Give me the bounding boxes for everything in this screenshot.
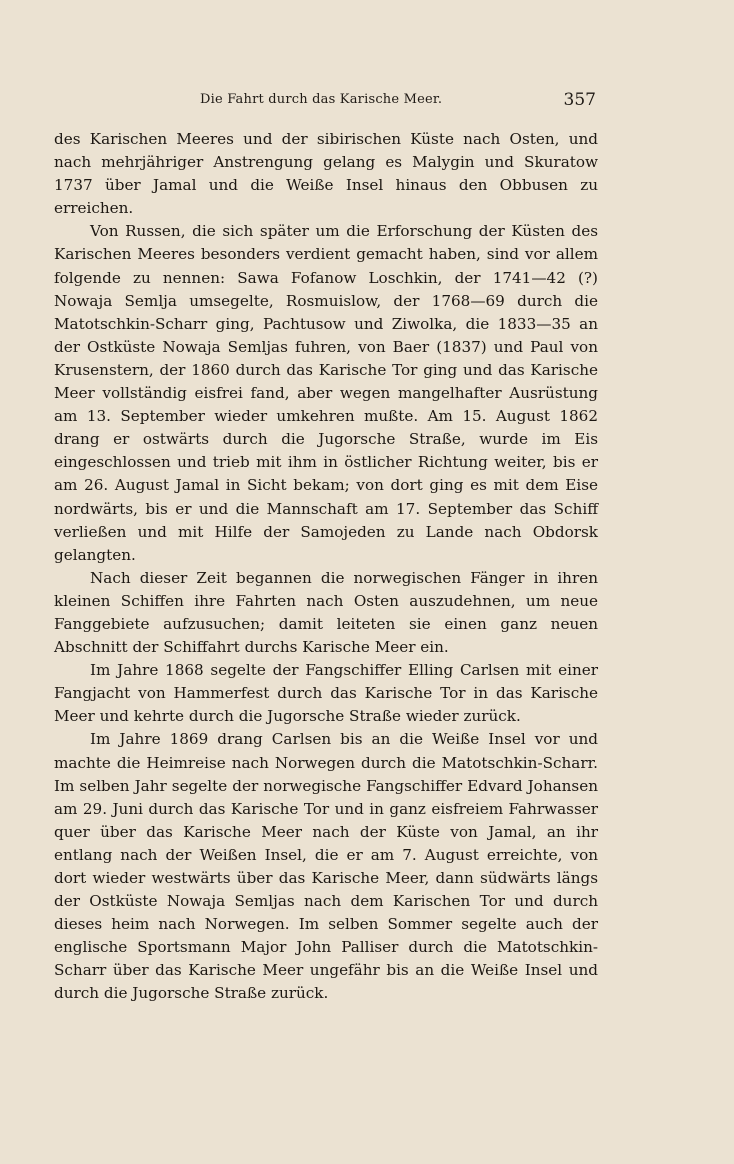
- paragraph-norwegian-hunters: Nach dieser Zeit begannen die norwegischen Fänger in ihren kleinen Schiffen ihre Fahrten nach Osten auszudehnen, um neue Fanggebiete aufzusuchen; damit leiteten sie einen ganz neuen Abschnitt der Schiffahrt durchs Karische Meer ein.: [54, 568, 598, 657]
- running-header-title: Die Fahrt durch das Karische Meer.: [200, 92, 443, 107]
- page-number: 357: [563, 90, 596, 110]
- paragraph-carlsen-1868: Im Jahre 1868 segelte der Fangschiffer Elling Carlsen mit einer Fangjacht von Hammerfest durch das Karische Tor in das Karische Meer und kehrte durch die Jugorsche Straße wieder zurück.: [54, 661, 598, 726]
- paragraph-continuation: des Karischen Meeres und der sibirischen Küste nach Osten, und nach mehrjähriger Anstrengung gelang es Malygin und Skuratow 1737 über Jamal und die Weiße Insel hinaus den Obbusen zu erreichen.: [54, 130, 598, 218]
- running-header: [200, 90, 596, 112]
- body-text: [54, 128, 598, 1006]
- paragraph-carlsen-1869: Im Jahre 1869 drang Carlsen bis an die Weiße Insel vor und machte die Heimreise nach Norwegen durch die Matotschkin-Scharr. Im selben Jahr segelte der norwegische Fangschiffer Edvard Johansen am 29. Juni durch das Karische Tor und in ganz eisfreiem Fahrwasser quer über das Karische Meer nach der Küste von Jamal, an ihr entlang nach der Weißen Insel, die er am 7. August erreichte, von dort wieder westwärts über das Karische Meer, dann südwärts längs der Ostküste Nowaja Semljas nach dem Karischen Tor und durch dieses heim nach Norwegen. Im selben Sommer segelte auch der englische Sportsmann Major John Palliser durch die Matotschkin-Scharr über das Karische Meer ungefähr bis an die Weiße Insel und durch die Jugorsche Straße zurück.: [54, 730, 598, 1003]
- paragraph-russian-explorers: Von Russen, die sich später um die Erforschung der Küsten des Karischen Meeres besonders verdient gemacht haben, sind vor allem folgende zu nennen: Sawa Fofanow Loschkin, der 1741—42 (?) Nowaja Semlja umsegelte, Rosmuislow, der 1768—69 durch die Matotschkin-Scharr ging, Pachtusow und Ziwolka, die 1833—35 an der Ostküste Nowaja Semljas fuhren, von Baer (1837) und Paul von Krusenstern, der 1860 durch das Karische Tor ging und das Karische Meer vollständig eisfrei fand, aber wegen mangelhafter Ausrüstung am 13. September wieder umkehren mußte. Am 15. August 1862 drang er ostwärts durch die Jugorsche Straße, wurde im Eis eingeschlossen und trieb mit ihm in östlicher Richtung weiter, bis er am 26. August Jamal in Sicht bekam; von dort ging es mit dem Eise nordwärts, bis er und die Mannschaft am 17. September das Schiff verließen und mit Hilfe der Samojeden zu Lande nach Obdorsk gelangten.: [54, 222, 598, 564]
